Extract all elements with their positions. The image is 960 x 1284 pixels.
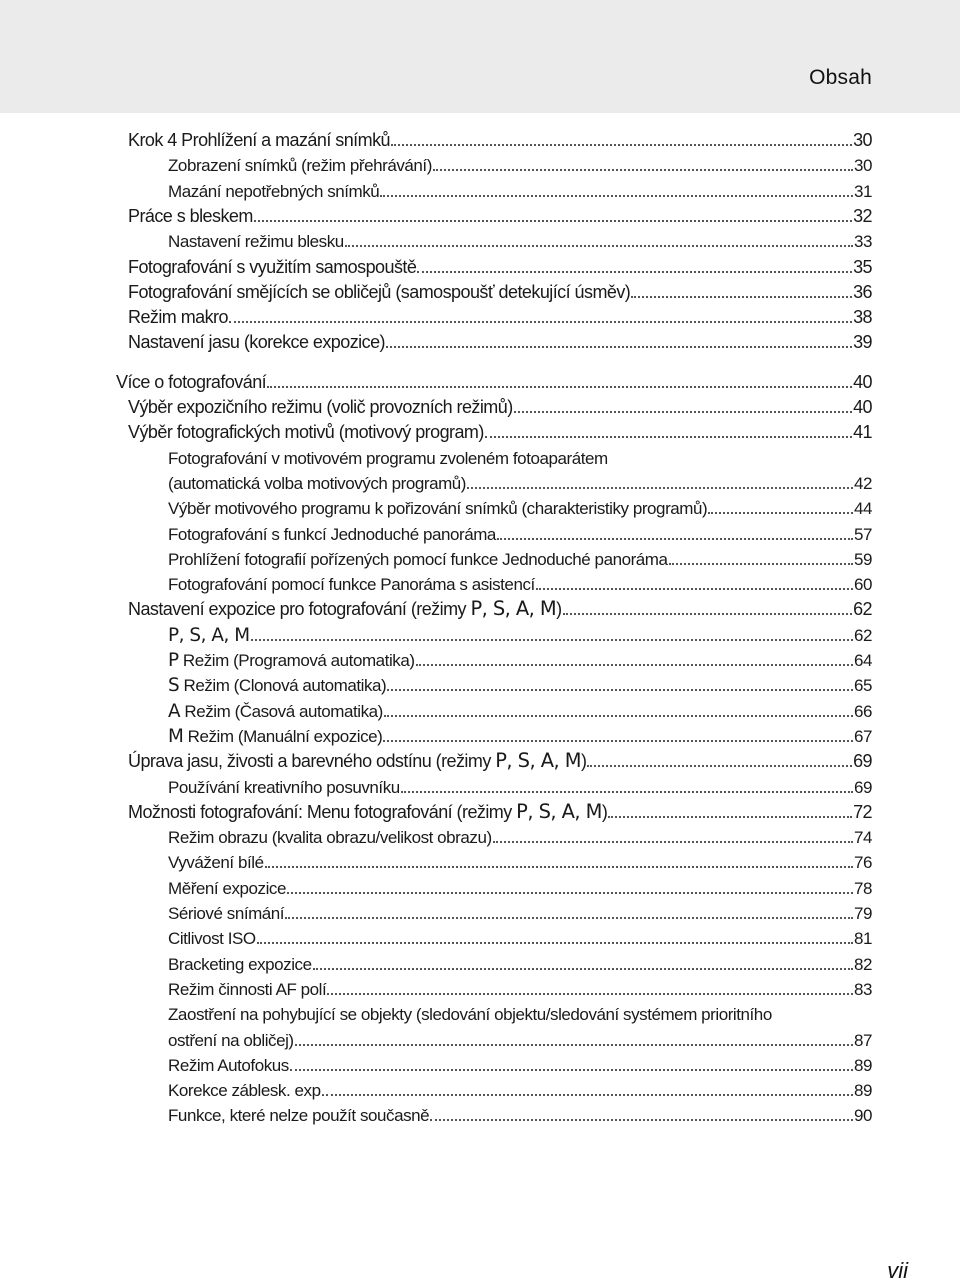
exposure-mode-glyphs: M	[168, 725, 184, 747]
toc-page-number: 74	[853, 828, 872, 848]
toc-entry[interactable]	[168, 847, 872, 873]
dot-leader	[267, 386, 852, 388]
toc-page-number: 89	[853, 1055, 872, 1075]
toc-entry[interactable]	[168, 949, 872, 975]
toc-page-number: 40	[853, 397, 872, 417]
toc-entry-label	[128, 800, 607, 823]
toc-page-number: 39	[853, 332, 872, 353]
toc-page-number: 44	[853, 499, 872, 519]
toc-entry-label	[168, 650, 415, 671]
toc-entry-text: Úprava jasu, živosti a barevného odstínu (režimy	[128, 751, 496, 772]
toc-entry[interactable]	[128, 125, 872, 151]
dot-leader	[563, 613, 852, 615]
exposure-mode-glyphs: P, S, A, M	[168, 624, 250, 646]
toc-page-number: 57	[853, 524, 872, 544]
dot-leader	[290, 1069, 853, 1071]
dot-leader	[326, 1094, 853, 1096]
toc-entry-label	[128, 597, 562, 620]
dot-leader	[608, 816, 852, 818]
toc-entry[interactable]	[168, 1050, 872, 1076]
toc-entry[interactable]	[168, 721, 872, 747]
toc-page-number: 64	[853, 651, 872, 670]
toc-entry[interactable]	[168, 898, 872, 924]
toc-entry[interactable]	[168, 176, 872, 202]
toc-entry[interactable]	[168, 696, 872, 722]
toc-page-number: 82	[853, 954, 872, 974]
toc-page-number: 35	[853, 256, 872, 277]
toc-entry[interactable]	[168, 1100, 872, 1126]
toc-entry-label	[168, 675, 386, 696]
toc-entry[interactable]	[168, 544, 872, 570]
exposure-mode-glyphs: P, S, A, M	[516, 799, 602, 823]
toc-entry-label: Citlivost ISO	[168, 929, 256, 949]
toc-entry-label: Výběr expozičního režimu (volič provozních režimů)	[128, 397, 513, 417]
dot-leader	[287, 892, 853, 894]
toc-entry[interactable]	[168, 493, 872, 519]
exposure-mode-glyphs: P	[168, 650, 179, 671]
toc-page-number: 62	[853, 599, 872, 620]
toc-entry-label: Výběr fotografických motivů (motivový program)	[128, 422, 484, 443]
dot-leader	[327, 993, 853, 995]
dot-leader	[631, 296, 852, 298]
exposure-mode-glyphs: P, S, A, M	[470, 597, 557, 621]
toc-page-number: 89	[853, 1081, 872, 1101]
toc-entry[interactable]	[168, 150, 872, 176]
toc-entry-label: Používání kreativního posuvníku	[168, 777, 400, 797]
toc-entry-label: Fotografování v motivovém programu zvoleném fotoaparátem	[168, 448, 608, 468]
dot-leader	[380, 195, 853, 197]
toc-entry-suffix: )	[580, 751, 587, 772]
dot-leader	[295, 1044, 853, 1046]
toc-page-number: 72	[853, 801, 872, 822]
dot-leader	[467, 487, 853, 489]
toc-entry-label: Měření expozice	[168, 878, 286, 898]
header-band	[0, 0, 960, 113]
toc-entry-label: Fotografování smějících se obličejů (samospoušť detekující úsměv)	[128, 281, 631, 302]
toc-entry-label: Bracketing expozice	[168, 954, 312, 974]
dot-leader	[384, 715, 853, 717]
toc-page-number: 67	[853, 726, 872, 746]
toc-page-number: 42	[853, 473, 872, 493]
dot-leader	[254, 220, 852, 222]
toc-entry[interactable]	[128, 417, 872, 443]
dot-leader	[430, 1119, 853, 1121]
toc-page-number: 31	[853, 181, 872, 201]
toc-page-number: 69	[853, 777, 872, 797]
dot-leader	[497, 538, 853, 540]
toc-entry-label: Funkce, které nelze použít současně	[168, 1106, 430, 1126]
exposure-mode-glyphs: P, S, A, M	[495, 749, 581, 773]
toc-entry-text: Nastavení expozice pro fotografování (režimy	[128, 599, 471, 620]
toc-page-number: 33	[853, 232, 872, 252]
toc-entry[interactable]	[128, 797, 872, 823]
toc-page-number: 81	[853, 929, 872, 949]
toc-page-number: 65	[853, 676, 872, 696]
toc-page-number: 66	[853, 701, 872, 721]
dot-leader	[669, 563, 853, 565]
toc-entry-label	[168, 625, 250, 646]
toc-entry-label: Sériové snímání	[168, 904, 285, 923]
toc-entry-text: Režim (Clonová automatika)	[179, 676, 387, 696]
toc-page-number: 30	[853, 130, 872, 150]
dot-leader	[493, 841, 853, 843]
toc-entry-label: Režim činnosti AF polí	[168, 979, 327, 999]
toc-entry[interactable]	[168, 226, 872, 252]
toc-entry-label: Fotografování s funkcí Jednoduché panoráma	[168, 524, 496, 544]
toc-entry[interactable]	[128, 201, 872, 227]
dot-leader	[257, 942, 853, 944]
toc-entry-label: Režim Autofokus	[168, 1055, 289, 1075]
toc-entry[interactable]	[168, 468, 872, 494]
toc-entry-label-continued: ostření na obličej)	[168, 1030, 294, 1050]
toc-entry-label: Více o fotografování	[116, 371, 267, 392]
toc-entry-label: Režim obrazu (kvalita obrazu/velikost obrazu)	[168, 828, 492, 848]
toc-entry-label	[128, 749, 586, 772]
dot-leader	[313, 968, 853, 970]
toc-entry[interactable]	[168, 974, 872, 1000]
toc-entry[interactable]	[168, 670, 872, 696]
toc-entry-text: Režim (Programová automatika)	[178, 651, 415, 670]
exposure-mode-glyphs: A	[168, 700, 181, 722]
toc-entry-label: Nastavení režimu blesku	[168, 232, 344, 252]
toc-entry[interactable]	[128, 277, 872, 303]
toc-page-number: 36	[853, 281, 872, 302]
dot-leader	[536, 588, 853, 590]
toc-entry-label: Zaostření na pohybující se objekty (sledování objektu/sledování systémem prioritního	[168, 1005, 772, 1025]
toc-entry[interactable]	[168, 822, 872, 848]
toc-entry-label-continued: (automatická volba motivových programů)	[168, 473, 467, 493]
exposure-mode-glyphs: S	[168, 675, 180, 697]
toc-page-number: 87	[853, 1030, 872, 1050]
toc-entry-label	[168, 701, 383, 722]
toc-page-number: 78	[853, 878, 872, 898]
toc-entry[interactable]	[168, 519, 872, 545]
toc-page-number: 32	[853, 205, 872, 226]
toc-entry[interactable]	[168, 873, 872, 899]
toc-page-number: 62	[853, 625, 872, 645]
toc-entry[interactable]	[168, 772, 872, 798]
toc-page-number: 60	[853, 575, 872, 595]
dot-leader	[587, 765, 852, 767]
toc-entry[interactable]	[128, 746, 872, 772]
dot-leader	[387, 689, 853, 691]
toc-entry[interactable]	[128, 252, 872, 278]
toc-entry-text: Režim (Časová automatika)	[180, 701, 383, 721]
toc-page-number: 83	[853, 979, 872, 999]
toc-entry-label	[168, 726, 382, 747]
toc-page-number: 40	[853, 371, 872, 392]
dot-leader	[514, 411, 852, 413]
dot-leader	[391, 144, 852, 146]
page-number: vii	[887, 1258, 908, 1283]
toc-entry-label: Práce s bleskem	[128, 205, 253, 226]
dot-leader	[417, 271, 852, 273]
toc-page-number: 41	[853, 422, 872, 443]
dot-leader	[285, 917, 853, 919]
dot-leader	[383, 740, 853, 742]
toc-page-number: 59	[853, 549, 872, 569]
toc-page-number: 90	[853, 1106, 872, 1126]
toc-entry[interactable]	[168, 645, 872, 671]
toc-entry[interactable]	[168, 1075, 872, 1101]
toc-page-number: 79	[853, 904, 872, 923]
toc-entry-suffix: )	[556, 599, 562, 620]
toc-entry-label: Fotografování pomocí funkce Panoráma s asistencí	[168, 575, 535, 595]
toc-entry-label: Zobrazení snímků (režim přehrávání)	[168, 156, 432, 176]
toc-entry-label: Fotografování s využitím samospouště	[128, 256, 417, 277]
toc-entry[interactable]	[168, 569, 872, 595]
toc-entry-text: Režim (Manuální expozice)	[183, 726, 383, 746]
toc-entry[interactable]	[128, 594, 872, 620]
toc-entry[interactable]	[168, 1025, 872, 1051]
toc-entry-label: Krok 4 Prohlížení a mazání snímků	[128, 130, 390, 150]
toc-entry-suffix: )	[601, 801, 608, 822]
toc-entry-line	[168, 443, 872, 469]
toc-entry-label: Mazání nepotřebných snímků	[168, 181, 380, 201]
toc-entry-label: Nastavení jasu (korekce expozice)	[128, 332, 385, 353]
dot-leader	[401, 791, 853, 793]
dot-leader	[345, 245, 853, 247]
dot-leader	[485, 436, 852, 438]
toc-entry-line	[168, 999, 872, 1025]
dot-leader	[433, 169, 853, 171]
toc-entry[interactable]	[168, 923, 872, 949]
toc-entry-label: Výběr motivového programu k pořizování snímků (charakteristiky programů)	[168, 499, 708, 519]
toc-page-number: 30	[853, 156, 872, 176]
dot-leader	[416, 664, 853, 666]
toc-entry[interactable]	[128, 392, 872, 418]
dot-leader	[251, 639, 853, 641]
toc-entry-label: Vyvážení bílé	[168, 853, 264, 873]
toc-entry[interactable]	[168, 620, 872, 646]
dot-leader	[265, 866, 853, 868]
toc-page-number: 69	[853, 751, 872, 772]
toc-entry-label: Korekce záblesk. exp.	[168, 1081, 325, 1101]
toc-entry[interactable]	[116, 367, 872, 393]
toc-entry-label: Režim makro	[128, 307, 228, 328]
page-title: Obsah	[809, 66, 872, 89]
toc-entry-text: Možnosti fotografování: Menu fotografování (režimy	[128, 801, 517, 822]
toc-entry[interactable]	[128, 302, 872, 328]
toc-page-number: 76	[853, 853, 872, 873]
toc-entry[interactable]	[128, 327, 872, 353]
dot-leader	[386, 346, 852, 348]
dot-leader	[229, 321, 852, 323]
toc-entry-label: Prohlížení fotografií pořízených pomocí funkce Jednoduché panoráma	[168, 549, 668, 569]
dot-leader	[708, 512, 853, 514]
toc-page-number: 38	[853, 307, 872, 328]
